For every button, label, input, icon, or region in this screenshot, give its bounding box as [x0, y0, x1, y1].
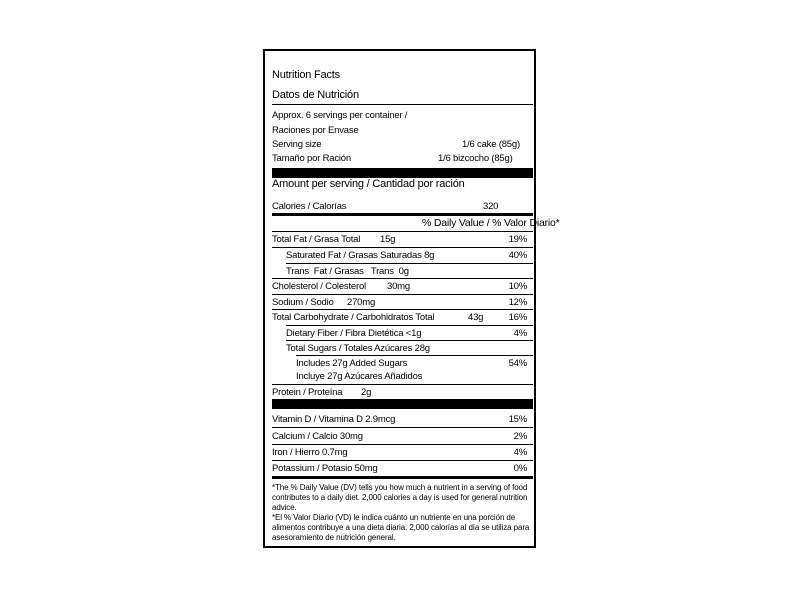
servings-es: Raciones por Envase	[272, 125, 359, 136]
row-label: Sodium / Sodio	[272, 297, 334, 308]
divider	[272, 231, 533, 232]
row-amount: 270mg	[347, 297, 376, 308]
row-label: Cholesterol / Colesterol	[272, 281, 366, 292]
divider	[272, 104, 533, 105]
title-en: Nutrition Facts	[272, 69, 340, 81]
vitamin-dv: 0%	[513, 463, 527, 474]
divider	[272, 460, 533, 461]
row-amount: 15g	[380, 234, 396, 245]
row-dv: 12%	[508, 297, 527, 308]
divider	[296, 355, 533, 356]
serving-size-label: Serving size	[272, 139, 322, 150]
vitamin-label: Iron / Hierro 0.7mg	[272, 447, 348, 458]
row-dv: 10%	[508, 281, 527, 292]
row-amount: 30mg	[387, 281, 410, 292]
serving-size-label-es: Tamaño por Ración	[272, 153, 351, 164]
divider	[272, 427, 533, 428]
vitamin-label: Potassium / Potasio 50mg	[272, 463, 378, 474]
divider	[272, 247, 533, 248]
serving-size-value: 1/6 cake (85g)	[462, 139, 520, 150]
divider	[272, 278, 533, 279]
thick-divider	[272, 168, 533, 178]
divider	[272, 309, 533, 310]
nutrition-facts-panel	[263, 49, 560, 548]
medium-divider	[272, 213, 533, 216]
divider	[286, 263, 533, 264]
serving-size-value-es: 1/6 bizcocho (85g)	[438, 153, 513, 164]
medium-divider	[272, 476, 533, 479]
footnote-es: *El % Valor Diario (VD) le indica cuánto un nutriente en una porción de alimentos contribuye a una dieta diaria. 2,000 calorías al día se utiliza para asesoramiento de nutrición general.	[272, 513, 530, 542]
divider	[286, 340, 533, 341]
row-amount: 2g	[361, 387, 372, 398]
divider	[272, 444, 533, 445]
servings-en: Approx. 6 servings per container /	[272, 110, 408, 121]
vitamin-dv: 15%	[508, 414, 527, 425]
row-dv: 4%	[513, 328, 527, 339]
row-label: Trans Fat / Grasas Trans 0g	[286, 266, 409, 277]
divider	[272, 384, 533, 385]
row-dv: 16%	[508, 312, 527, 323]
vitamin-dv: 2%	[513, 431, 527, 442]
footnote-en: *The % Daily Value (DV) tells you how much a nutrient in a serving of food contributes to a daily diet. 2,000 calories a day is used for general nutrition advice.	[272, 483, 528, 512]
divider	[286, 325, 533, 326]
row-label: Incluye 27g Azúcares Añadidos	[296, 371, 423, 382]
divider	[272, 294, 533, 295]
vitamin-label: Vitamin D / Vitamina D 2.9mcg	[272, 414, 396, 425]
row-amount: 43g	[468, 312, 484, 323]
calories-value: 320	[483, 201, 499, 212]
row-dv: 40%	[508, 250, 527, 261]
row-dv: 19%	[508, 234, 527, 245]
row-label: Protein / Proteína	[272, 387, 343, 398]
row-label: Includes 27g Added Sugars	[296, 358, 408, 369]
row-label: Total Carbohydrate / Carbohidratos Total	[272, 312, 435, 323]
title-es: Datos de Nutrición	[272, 89, 359, 101]
row-label: Total Sugars / Totales Azúcares 28g	[286, 343, 430, 354]
footnote	[272, 483, 534, 543]
calories-label: Calories / Calorías	[272, 201, 347, 212]
vitamin-dv: 4%	[513, 447, 527, 458]
amount-per-serving: Amount per serving / Cantidad por ración	[272, 178, 465, 190]
row-label: Saturated Fat / Grasas Saturadas 8g	[286, 250, 435, 261]
dv-header: % Daily Value / % Valor Diario*	[422, 217, 560, 229]
thick-divider	[272, 399, 533, 409]
row-dv: 54%	[508, 358, 527, 369]
row-label: Total Fat / Grasa Total	[272, 234, 361, 245]
vitamin-label: Calcium / Calcio 30mg	[272, 431, 363, 442]
row-label: Dietary Fiber / Fibra Dietética <1g	[286, 328, 422, 339]
